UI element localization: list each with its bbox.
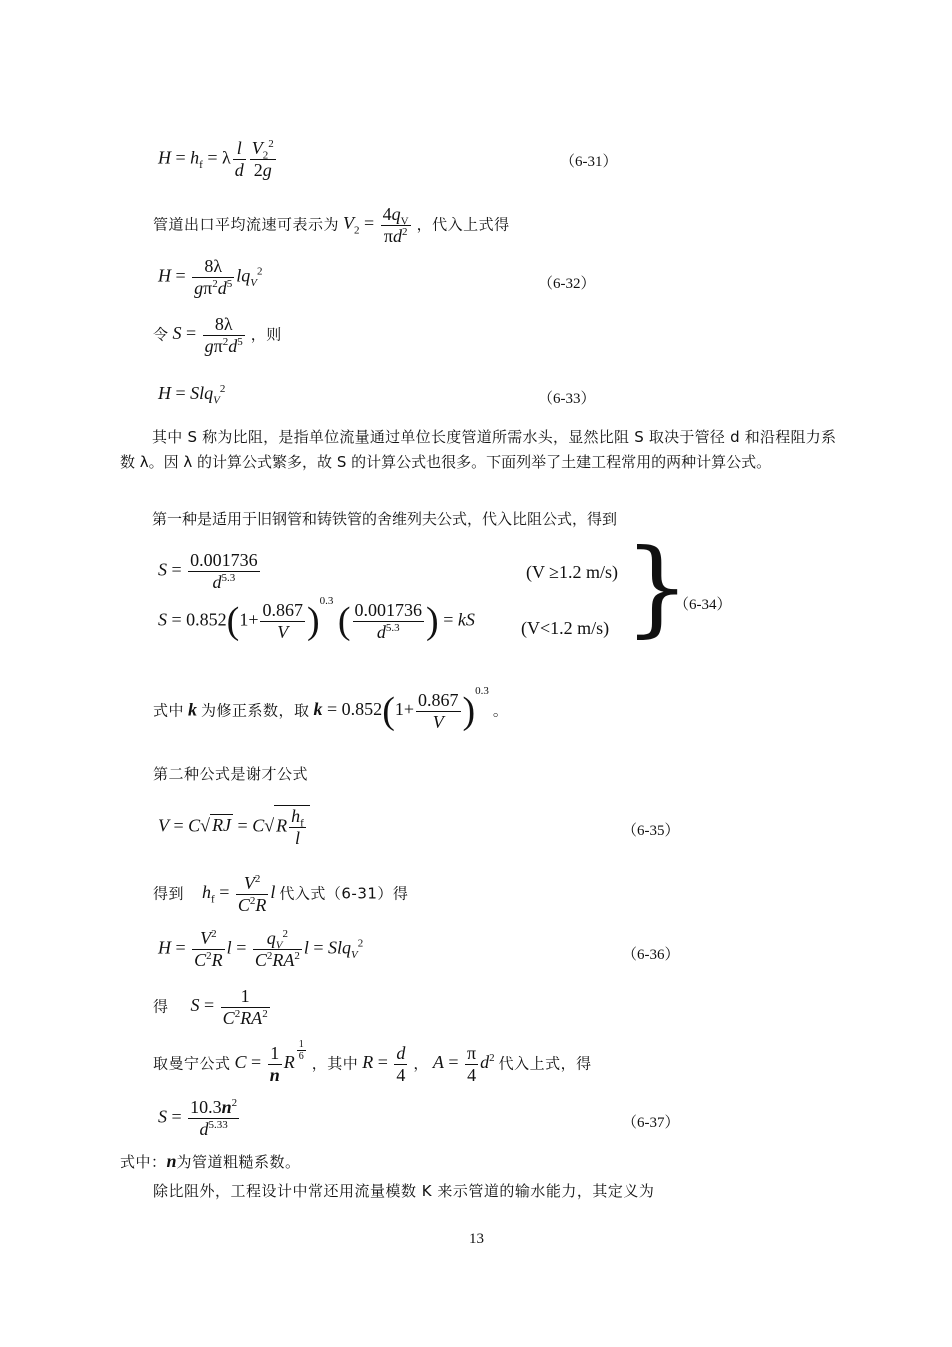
equation-6-32: H = $\frac{8\lambda}{g\pi^2d^5}$ $lq_V^2$: [158, 256, 263, 298]
text: ，: [413, 1054, 429, 1073]
text: 得到: [153, 884, 185, 903]
text: 代入上式，得: [498, 1054, 592, 1073]
text: 为修正系数，取: [201, 701, 310, 720]
equation-6-35: V = C√ RJ = C√ R $\frac{h_f}{l}$: [158, 805, 310, 848]
equation-6-34-line2: S = 0.852(1+ $\frac{0.867}{V}$ )$^{0.3}$ ( $\frac{0.001736}{d^{5.3}}$ ) = kS: [158, 595, 475, 643]
paragraph-flow-modulus: 除比阻外，工程设计中常还用流量模数 K 来示管道的输水能力，其定义为: [153, 1182, 655, 1200]
equation-number: （6-35）: [622, 823, 680, 839]
text: 为管道粗糙系数。: [176, 1153, 301, 1171]
equation-6-33: H = Slq$_V^2$: [158, 383, 226, 407]
roughness-definition: 式中：n为管道粗糙系数。: [120, 1151, 301, 1171]
text: ，代入上式得: [416, 215, 510, 234]
let-sentence: 令 S = $\frac{8\lambda}{g\pi^2d^5}$ ，则: [153, 314, 282, 356]
equation-number: （6-34）: [674, 597, 732, 613]
condition-low-velocity: (V<1.2 m/s): [521, 618, 610, 638]
substitution-sentence: 得到 $h_f$ = $\frac{V^2}{C^2R}$ l 代入式（6-31）得: [153, 873, 409, 915]
equation-number: （6-33）: [538, 391, 596, 407]
text: 式中：: [120, 1153, 167, 1171]
equation-6-36: H = $\frac{V^2}{C^2R}$ l = $\frac{q_V^2}{C^2RA^2}$ l = Slq$_V^2$: [158, 928, 364, 970]
text: 取曼宁公式: [153, 1054, 231, 1073]
equation-6-37: S = $\frac{10.3n^2}{d^{5.33}}$: [158, 1097, 238, 1139]
page-number: 13: [469, 1231, 484, 1247]
equation-6-31: $H = h_f = \lambda$ $\frac{l}{d}$ $\frac{V_2^2}{2g}$: [158, 138, 274, 180]
text: 令: [153, 325, 169, 344]
manning-sentence: 取曼宁公式 C = $\frac{1}{n}$ R $^{\frac{1}{6}}$ ，其中 R = $\frac{d}{4}$ ， A = $\frac{\pi}{4}$ $d^2$ 代入上式，得: [153, 1038, 592, 1085]
text: 得: [153, 997, 169, 1016]
paragraph-first-formula: 第一种是适用于旧钢管和铸铁管的舍维列夫公式，代入比阻公式，得到: [152, 510, 618, 528]
text: 管道出口平均流速可表示为: [153, 215, 340, 234]
equation-number: （6-36）: [622, 947, 680, 963]
text: ，其中: [311, 1054, 359, 1073]
velocity-sentence: 管道出口平均流速可表示为 $V_2$ = $\frac{4q_V}{\pi d^2}$ ，代入上式得: [153, 204, 510, 246]
condition-high-velocity: (V ≥1.2 m/s): [526, 562, 619, 582]
paragraph-second-formula: 第二种公式是谢才公式: [153, 765, 309, 783]
equation-number: （6-32）: [538, 276, 596, 292]
equation-number: （6-37）: [622, 1115, 680, 1131]
equation-number: （6-31）: [560, 154, 618, 170]
specific-resistance-chezy: 得 S = $\frac{1}{C^2RA^2}$: [153, 986, 268, 1028]
equation-6-34-line1: S = $\frac{0.001736}{d^{5.3}}$: [158, 550, 258, 592]
text: 。: [492, 701, 509, 720]
right-brace: }: [624, 526, 691, 648]
text: 代入式（6-31）得: [279, 884, 409, 903]
paragraph-specific-resistance: 其中 S 称为比阻，是指单位流量通过单位长度管道所需水头，显然比阻 S 取决于管径 d 和沿程阻力系数 λ。因 λ 的计算公式繁多，故 S 的计算公式也很多。下面列举了土建工程常用的两种计算公式。: [120, 428, 836, 471]
text: ，则: [250, 325, 282, 344]
text: 式中: [153, 701, 185, 720]
correction-factor-sentence: 式中 k 为修正系数，取 k = 0.852(1+ $\frac{0.867}{V}$ )$^{0.3}$ 。: [153, 685, 509, 733]
